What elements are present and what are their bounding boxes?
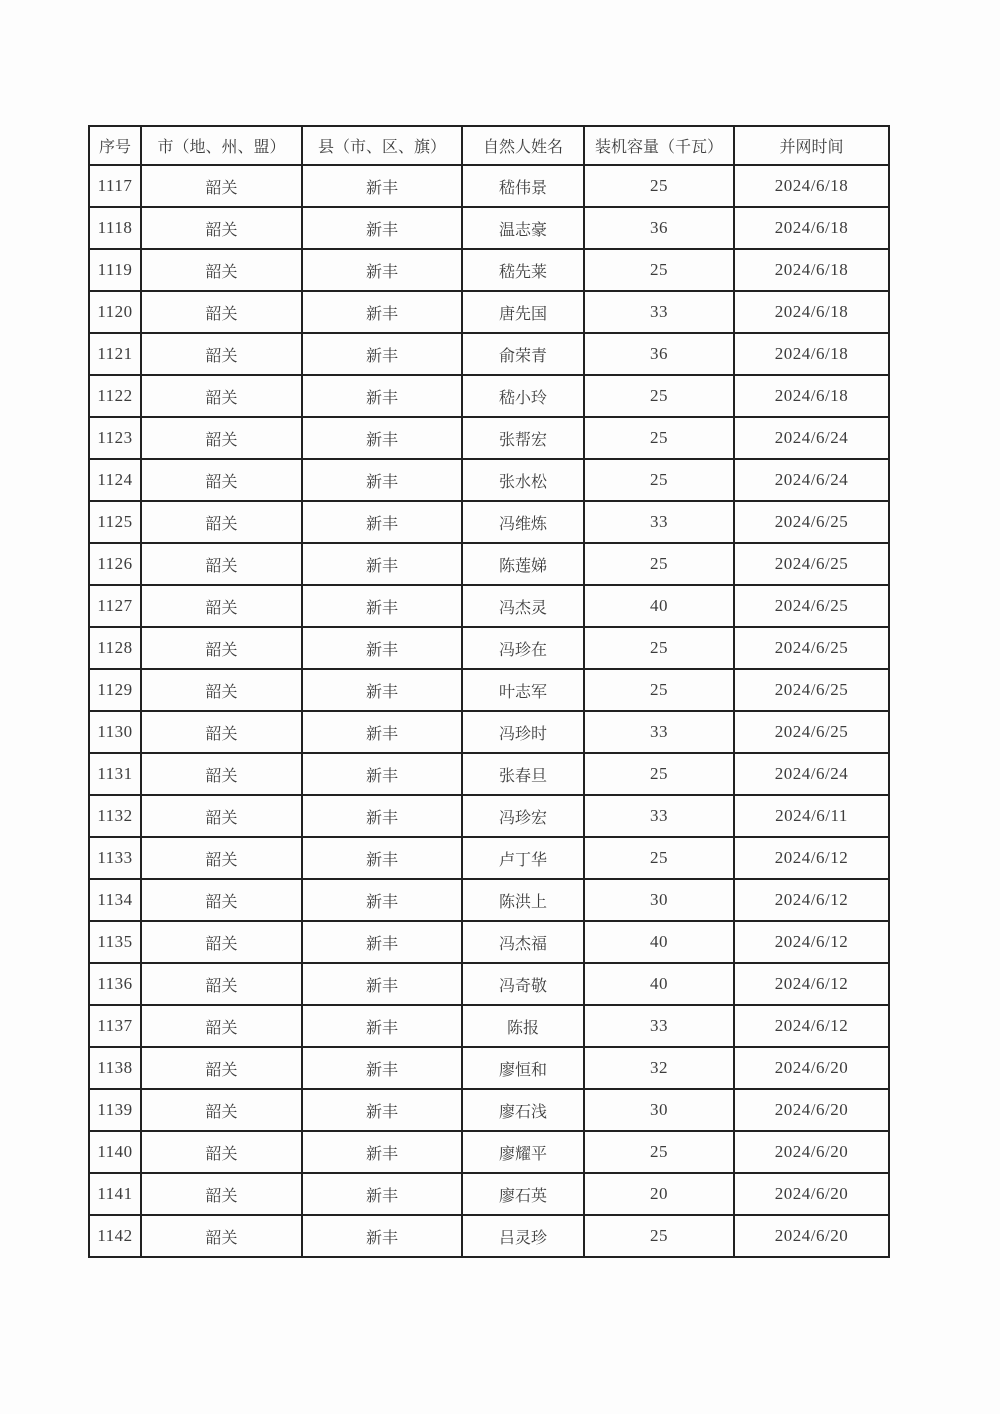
cell-capacity: 25 (584, 417, 734, 459)
cell-date: 2024/6/18 (734, 165, 889, 207)
cell-city: 韶关 (141, 249, 302, 291)
cell-capacity: 25 (584, 837, 734, 879)
cell-county: 新丰 (302, 501, 462, 543)
cell-serial: 1127 (89, 585, 141, 627)
cell-date: 2024/6/25 (734, 627, 889, 669)
cell-city: 韶关 (141, 921, 302, 963)
cell-date: 2024/6/18 (734, 207, 889, 249)
cell-serial: 1136 (89, 963, 141, 1005)
cell-city: 韶关 (141, 1005, 302, 1047)
table-header (89, 126, 889, 165)
cell-capacity: 36 (584, 207, 734, 249)
cell-capacity: 25 (584, 165, 734, 207)
cell-city: 韶关 (141, 585, 302, 627)
cell-city: 韶关 (141, 627, 302, 669)
cell-name: 冯珍在 (462, 627, 584, 669)
cell-serial: 1141 (89, 1173, 141, 1215)
cell-date: 2024/6/12 (734, 879, 889, 921)
table-row (89, 963, 889, 1005)
column-header-name: 自然人姓名 (462, 126, 584, 165)
cell-name: 陈莲娣 (462, 543, 584, 585)
column-header-city: 市（地、州、盟） (141, 126, 302, 165)
cell-serial: 1137 (89, 1005, 141, 1047)
cell-county: 新丰 (302, 585, 462, 627)
cell-capacity: 25 (584, 627, 734, 669)
cell-name: 嵇伟景 (462, 165, 584, 207)
cell-city: 韶关 (141, 753, 302, 795)
cell-city: 韶关 (141, 879, 302, 921)
cell-capacity: 25 (584, 1215, 734, 1257)
cell-serial: 1117 (89, 165, 141, 207)
cell-name: 卢丁华 (462, 837, 584, 879)
cell-capacity: 36 (584, 333, 734, 375)
cell-name: 陈报 (462, 1005, 584, 1047)
cell-date: 2024/6/20 (734, 1215, 889, 1257)
cell-serial: 1126 (89, 543, 141, 585)
cell-name: 冯珍宏 (462, 795, 584, 837)
cell-county: 新丰 (302, 249, 462, 291)
cell-city: 韶关 (141, 1089, 302, 1131)
cell-county: 新丰 (302, 207, 462, 249)
cell-serial: 1135 (89, 921, 141, 963)
table-row (89, 417, 889, 459)
cell-county: 新丰 (302, 921, 462, 963)
cell-city: 韶关 (141, 669, 302, 711)
cell-city: 韶关 (141, 1173, 302, 1215)
cell-county: 新丰 (302, 1131, 462, 1173)
cell-county: 新丰 (302, 795, 462, 837)
cell-date: 2024/6/20 (734, 1131, 889, 1173)
cell-county: 新丰 (302, 1047, 462, 1089)
cell-city: 韶关 (141, 333, 302, 375)
cell-city: 韶关 (141, 291, 302, 333)
cell-capacity: 33 (584, 711, 734, 753)
table-row (89, 921, 889, 963)
cell-name: 嵇小玲 (462, 375, 584, 417)
cell-county: 新丰 (302, 711, 462, 753)
cell-city: 韶关 (141, 165, 302, 207)
cell-serial: 1132 (89, 795, 141, 837)
cell-name: 嵇先莱 (462, 249, 584, 291)
table-row (89, 249, 889, 291)
cell-capacity: 25 (584, 753, 734, 795)
cell-date: 2024/6/25 (734, 669, 889, 711)
cell-name: 俞荣青 (462, 333, 584, 375)
cell-serial: 1120 (89, 291, 141, 333)
cell-county: 新丰 (302, 165, 462, 207)
cell-date: 2024/6/18 (734, 291, 889, 333)
cell-date: 2024/6/12 (734, 1005, 889, 1047)
cell-capacity: 32 (584, 1047, 734, 1089)
cell-date: 2024/6/24 (734, 417, 889, 459)
cell-name: 张春旦 (462, 753, 584, 795)
cell-capacity: 25 (584, 669, 734, 711)
cell-city: 韶关 (141, 1047, 302, 1089)
cell-date: 2024/6/25 (734, 585, 889, 627)
cell-date: 2024/6/25 (734, 543, 889, 585)
cell-county: 新丰 (302, 291, 462, 333)
cell-serial: 1128 (89, 627, 141, 669)
cell-capacity: 33 (584, 795, 734, 837)
table-row (89, 585, 889, 627)
cell-county: 新丰 (302, 1173, 462, 1215)
table-row (89, 291, 889, 333)
cell-date: 2024/6/24 (734, 459, 889, 501)
cell-county: 新丰 (302, 1005, 462, 1047)
cell-city: 韶关 (141, 459, 302, 501)
cell-name: 冯杰福 (462, 921, 584, 963)
cell-name: 张帮宏 (462, 417, 584, 459)
cell-name: 冯奇敬 (462, 963, 584, 1005)
cell-city: 韶关 (141, 795, 302, 837)
cell-city: 韶关 (141, 711, 302, 753)
cell-county: 新丰 (302, 375, 462, 417)
cell-serial: 1119 (89, 249, 141, 291)
cell-capacity: 33 (584, 501, 734, 543)
cell-city: 韶关 (141, 543, 302, 585)
cell-serial: 1139 (89, 1089, 141, 1131)
cell-county: 新丰 (302, 627, 462, 669)
cell-county: 新丰 (302, 669, 462, 711)
table-row (89, 627, 889, 669)
table-row (89, 837, 889, 879)
cell-date: 2024/6/20 (734, 1047, 889, 1089)
cell-date: 2024/6/11 (734, 795, 889, 837)
cell-capacity: 25 (584, 459, 734, 501)
records-table (88, 125, 890, 1258)
cell-county: 新丰 (302, 1215, 462, 1257)
cell-date: 2024/6/20 (734, 1173, 889, 1215)
cell-capacity: 25 (584, 1131, 734, 1173)
cell-date: 2024/6/18 (734, 333, 889, 375)
cell-capacity: 33 (584, 291, 734, 333)
table-row (89, 543, 889, 585)
cell-name: 廖恒和 (462, 1047, 584, 1089)
column-header-county: 县（市、区、旗） (302, 126, 462, 165)
cell-name: 冯杰灵 (462, 585, 584, 627)
cell-date: 2024/6/18 (734, 249, 889, 291)
cell-county: 新丰 (302, 879, 462, 921)
table-row (89, 879, 889, 921)
cell-serial: 1131 (89, 753, 141, 795)
cell-name: 冯维炼 (462, 501, 584, 543)
cell-serial: 1121 (89, 333, 141, 375)
cell-serial: 1133 (89, 837, 141, 879)
cell-capacity: 33 (584, 1005, 734, 1047)
cell-serial: 1130 (89, 711, 141, 753)
column-header-date: 并网时间 (734, 126, 889, 165)
header-row (89, 126, 889, 165)
cell-city: 韶关 (141, 1131, 302, 1173)
cell-capacity: 25 (584, 543, 734, 585)
cell-capacity: 25 (584, 375, 734, 417)
cell-serial: 1129 (89, 669, 141, 711)
table-row (89, 795, 889, 837)
cell-county: 新丰 (302, 837, 462, 879)
cell-serial: 1124 (89, 459, 141, 501)
cell-serial: 1123 (89, 417, 141, 459)
cell-name: 廖石浅 (462, 1089, 584, 1131)
cell-name: 冯珍时 (462, 711, 584, 753)
cell-capacity: 30 (584, 1089, 734, 1131)
cell-date: 2024/6/25 (734, 501, 889, 543)
cell-serial: 1142 (89, 1215, 141, 1257)
table-row (89, 1173, 889, 1215)
cell-serial: 1118 (89, 207, 141, 249)
cell-date: 2024/6/24 (734, 753, 889, 795)
cell-name: 廖耀平 (462, 1131, 584, 1173)
cell-city: 韶关 (141, 837, 302, 879)
cell-serial: 1134 (89, 879, 141, 921)
cell-capacity: 20 (584, 1173, 734, 1215)
cell-date: 2024/6/12 (734, 837, 889, 879)
table-row (89, 1047, 889, 1089)
cell-city: 韶关 (141, 207, 302, 249)
table-row (89, 1005, 889, 1047)
table-row (89, 1215, 889, 1257)
table-row (89, 459, 889, 501)
cell-serial: 1125 (89, 501, 141, 543)
cell-capacity: 25 (584, 249, 734, 291)
table-row (89, 333, 889, 375)
table-row (89, 1131, 889, 1173)
cell-serial: 1138 (89, 1047, 141, 1089)
table-row (89, 1089, 889, 1131)
cell-date: 2024/6/18 (734, 375, 889, 417)
cell-county: 新丰 (302, 963, 462, 1005)
table-row (89, 669, 889, 711)
cell-city: 韶关 (141, 375, 302, 417)
cell-city: 韶关 (141, 963, 302, 1005)
cell-capacity: 40 (584, 921, 734, 963)
table-row (89, 501, 889, 543)
cell-date: 2024/6/12 (734, 963, 889, 1005)
cell-serial: 1140 (89, 1131, 141, 1173)
cell-county: 新丰 (302, 459, 462, 501)
table-row (89, 165, 889, 207)
cell-name: 叶志军 (462, 669, 584, 711)
column-header-serial: 序号 (89, 126, 141, 165)
cell-name: 陈洪上 (462, 879, 584, 921)
cell-county: 新丰 (302, 417, 462, 459)
cell-city: 韶关 (141, 1215, 302, 1257)
cell-name: 温志豪 (462, 207, 584, 249)
cell-county: 新丰 (302, 1089, 462, 1131)
cell-county: 新丰 (302, 753, 462, 795)
cell-county: 新丰 (302, 543, 462, 585)
cell-date: 2024/6/25 (734, 711, 889, 753)
cell-name: 吕灵珍 (462, 1215, 584, 1257)
table-row (89, 753, 889, 795)
cell-name: 张水松 (462, 459, 584, 501)
cell-name: 廖石英 (462, 1173, 584, 1215)
column-header-capacity: 装机容量（千瓦） (584, 126, 734, 165)
cell-name: 唐先国 (462, 291, 584, 333)
cell-date: 2024/6/12 (734, 921, 889, 963)
cell-city: 韶关 (141, 501, 302, 543)
cell-city: 韶关 (141, 417, 302, 459)
table-row (89, 207, 889, 249)
cell-county: 新丰 (302, 333, 462, 375)
cell-capacity: 40 (584, 585, 734, 627)
cell-date: 2024/6/20 (734, 1089, 889, 1131)
table-row (89, 711, 889, 753)
cell-capacity: 40 (584, 963, 734, 1005)
table-row (89, 375, 889, 417)
cell-capacity: 30 (584, 879, 734, 921)
cell-serial: 1122 (89, 375, 141, 417)
table-body (89, 165, 889, 1257)
